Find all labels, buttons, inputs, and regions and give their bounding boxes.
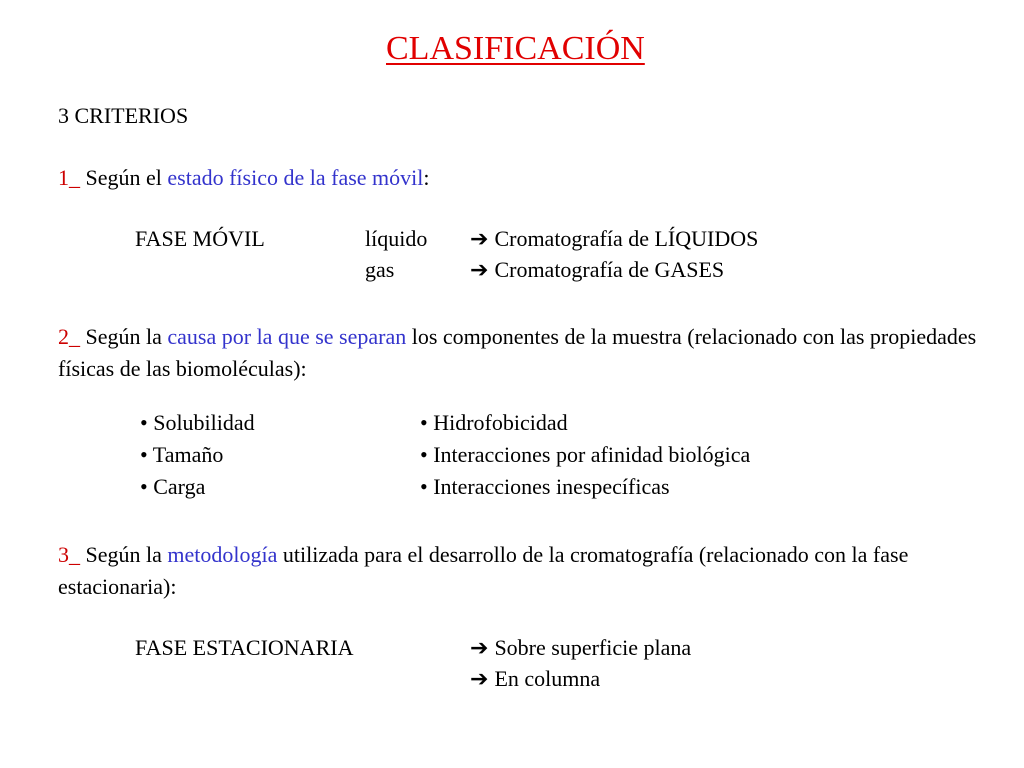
result-text: Cromatografía de LÍQUIDOS <box>494 226 759 251</box>
criterion-1-heading <box>58 167 430 189</box>
criterion-1-highlight: estado físico de la fase móvil <box>167 165 424 190</box>
list-item: • Hidrofobicidad <box>420 410 568 435</box>
list-item: • Solubilidad <box>140 410 255 435</box>
mobile-state-gas: gas <box>365 257 395 282</box>
arrow-right-icon: ➔ <box>470 257 489 282</box>
criterion-2-prefix: 2_ <box>58 324 80 349</box>
stationary-result-plana <box>470 637 691 659</box>
arrow-right-icon: ➔ <box>470 666 489 691</box>
intro-heading: 3 CRITERIOS <box>58 103 189 128</box>
criterion-3-paragraph <box>58 539 978 603</box>
criterion-3-text-b: utilizada para el desarrollo de la cromatografía (relacionado con la fase estacionaria): <box>58 542 909 599</box>
page-title: CLASIFICACIÓN <box>386 30 645 67</box>
stationary-result-columna <box>470 668 600 690</box>
criterion-3-prefix: 3_ <box>58 542 80 567</box>
result-text: Sobre superficie plana <box>494 635 692 660</box>
mobile-state-liquid: líquido <box>365 226 428 251</box>
criterion-2-paragraph <box>58 321 978 385</box>
list-item: • Tamaño <box>140 442 224 467</box>
criterion-1-text-a: Según el <box>80 165 168 190</box>
criterion-1-prefix: 1_ <box>58 165 80 190</box>
mobile-result-liquid <box>470 228 758 250</box>
stationary-phase-label: FASE ESTACIONARIA <box>135 635 354 660</box>
result-text: Cromatografía de GASES <box>494 257 725 282</box>
criterion-2-text-b: los componentes de la muestra (relacionado con las propiedades físicas de las biomoléculas): <box>58 324 977 381</box>
mobile-phase-label: FASE MÓVIL <box>135 226 265 251</box>
list-item: • Carga <box>140 474 206 499</box>
criterion-1-text-b: : <box>423 165 430 190</box>
list-item: • Interacciones inespecíficas <box>420 474 670 499</box>
criterion-3-highlight: metodología <box>167 542 278 567</box>
criterion-2-text-a: Según la <box>80 324 168 349</box>
list-item: • Interacciones por afinidad biológica <box>420 442 751 467</box>
arrow-right-icon: ➔ <box>470 226 489 251</box>
arrow-right-icon: ➔ <box>470 635 489 660</box>
result-text: En columna <box>494 666 601 691</box>
mobile-result-gas <box>470 259 724 281</box>
criterion-3-text-a: Según la <box>80 542 168 567</box>
criterion-2-highlight: causa por la que se separan <box>167 324 407 349</box>
